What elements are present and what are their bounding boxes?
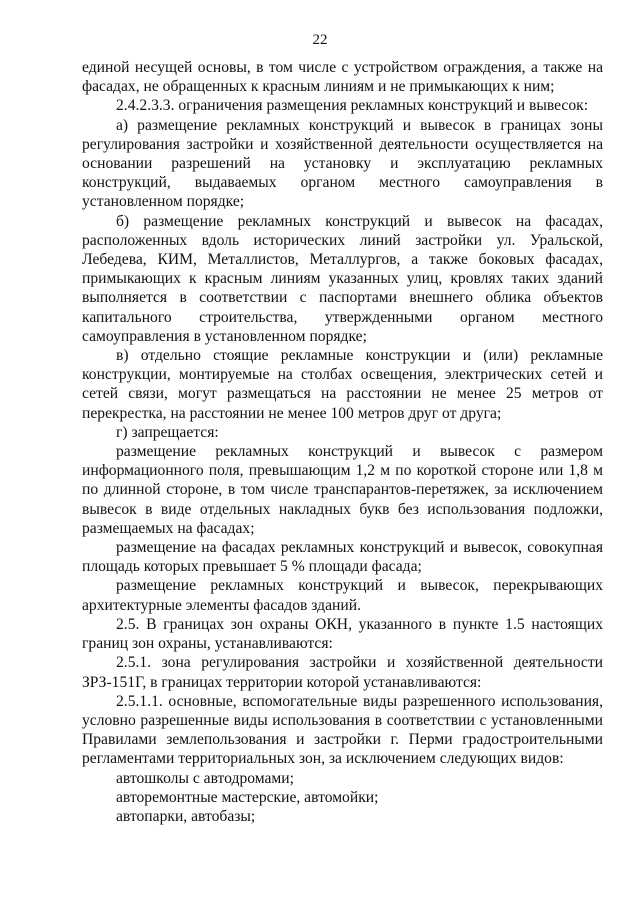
paragraph: размещение рекламных конструкций и вывесок, перекрывающих архитектурные элементы фасадов зданий. [82, 577, 603, 614]
paragraph: автошколы с автодромами; [116, 769, 294, 787]
paragraph: 2.5.1.1. основные, вспомогательные виды разрешенного использования, условно разрешенные виды использования в соответствии с установленными Правилами землепользования и застройки г. Перми градостроительными регламентами территориальных зон, за исключением следующих видов: [82, 692, 603, 768]
paragraph: а) размещение рекламных конструкций и вывесок в границах зоны регулирования застройки и хозяйственной деятельности осуществляется на основании разрешений на установку и эксплуатацию рекламных конструкций, выдаваемых органом местного самоуправления в установленном порядке; [82, 116, 603, 211]
paragraph: в) отдельно стоящие рекламные конструкции и (или) рекламные конструкции, монтируемые на столбах освещения, электрических сетей и сетей связи, могут размещаться на расстоянии не менее 25 метров от перекрестка, на расстоянии не менее 100 метров друг от друга; [82, 347, 603, 422]
paragraph: авторемонтные мастерские, автомойки; [116, 788, 379, 806]
paragraph: 2.5.1. зона регулирования застройки и хозяйственной деятельности ЗРЗ-151Г, в границах территории которой устанавливаются: [82, 654, 603, 691]
paragraph: 2.4.2.3.3. ограничения размещения рекламных конструкций и вывесок: [116, 97, 589, 115]
paragraph: б) размещение рекламных конструкций и вывесок на фасадах, расположенных вдоль исторических линий застройки ул. Уральской, Лебедева, КИМ, Металлистов, Металлургов, а также боковых фасадах, примыкающих к красным линиям указанных улиц, кровлях таких зданий выполняется в соответствии с паспортами внешнего облика объектов капитального строительства, утвержденными органом местного самоуправления в установленном порядке; [82, 212, 603, 345]
paragraph: автопарки, автобазы; [116, 807, 256, 825]
paragraph: размещение на фасадах рекламных конструкций и вывесок, совокупная площадь которых превышает 5 % площади фасада; [82, 539, 603, 576]
paragraph: 2.5. В границах зон охраны ОКН, указанного в пункте 1.5 настоящих границ зон охраны, устанавливаются: [82, 615, 603, 653]
paragraph: единой несущей основы, в том числе с устройством ограждения, а также на фасадах, не обращенных к красным линиям и не примыкающих к ним; [82, 59, 603, 96]
paragraph: размещение рекламных конструкций и вывесок с размером информационного поля, превышающим 1,2 м по короткой стороне или 1,8 м по длинной стороне, в том числе транспарантов-перетяжек, за исключением вывесок в виде отдельных накладных букв без использования подложки, размещаемых на фасадах; [82, 443, 603, 537]
page-number: 22 [312, 32, 328, 48]
paragraph: г) запрещается: [116, 423, 219, 441]
document-body [82, 58, 603, 826]
